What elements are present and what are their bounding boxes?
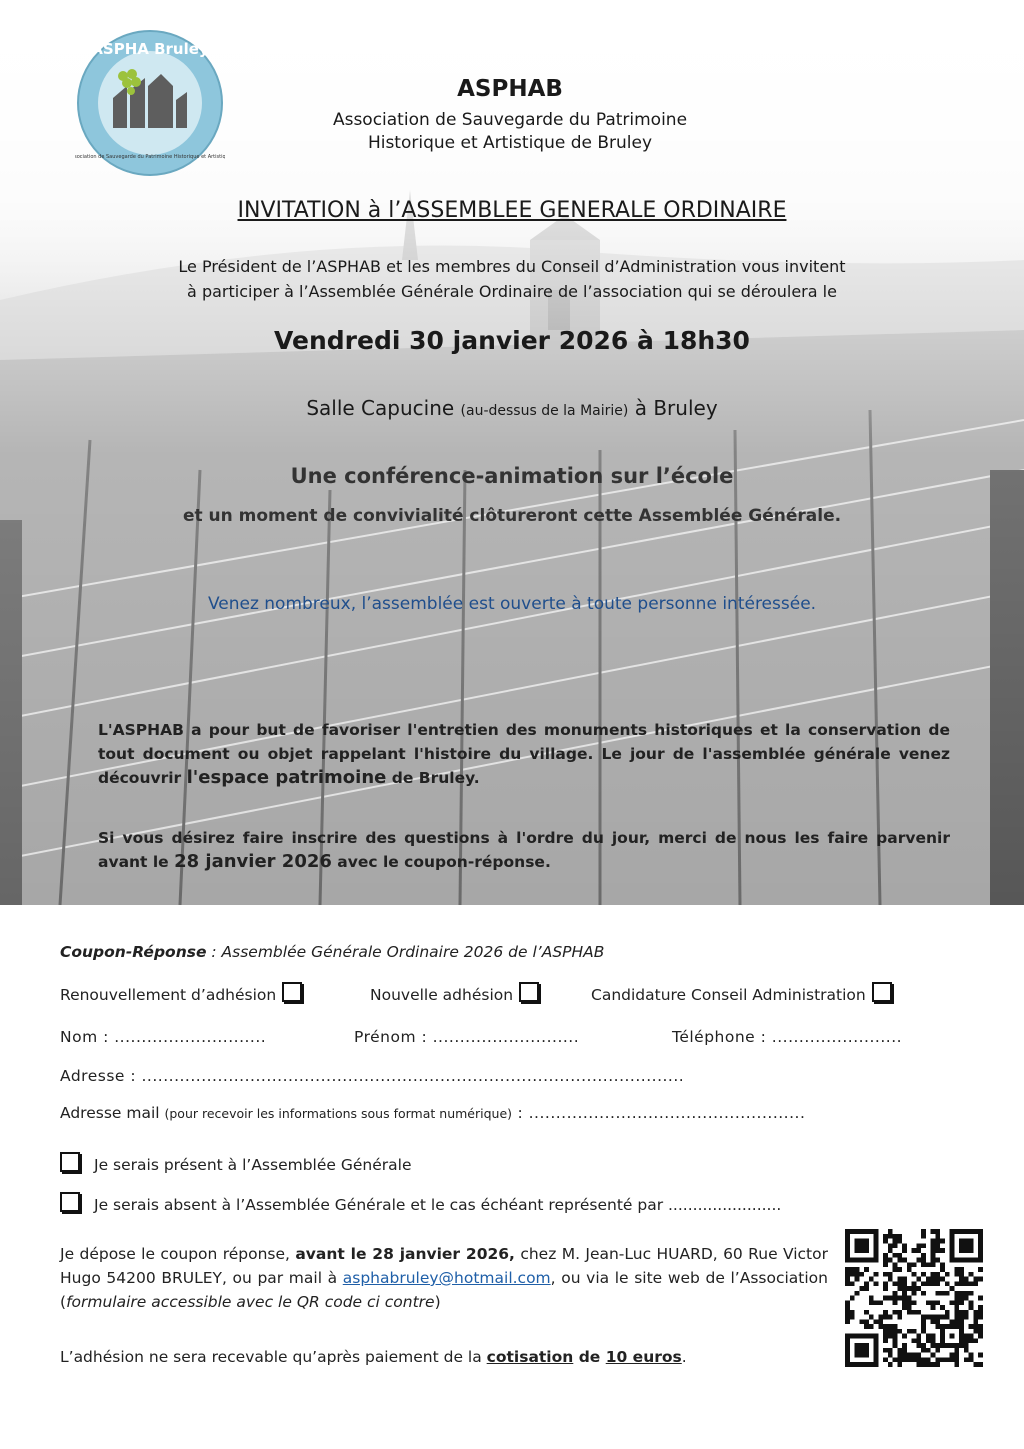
field-telephone[interactable]: Téléphone : ........................ — [672, 1028, 903, 1046]
para2-date: 28 janvier 2026 — [174, 851, 332, 872]
field-nom[interactable]: Nom : ............................ — [60, 1028, 267, 1046]
coupon-title — [60, 943, 604, 961]
coupon-title-bold: Coupon-Réponse — [60, 943, 207, 961]
place-detail: (au-dessus de la Mairie) — [460, 403, 629, 419]
asphab-logo — [75, 28, 225, 178]
checkbox-candidacy-icon[interactable] — [872, 982, 892, 1002]
email-dots: : ................................................... — [512, 1104, 806, 1122]
conference-line1: Une conférence-animation sur l’école — [290, 464, 734, 488]
para1-text: L'ASPHAB a pour but de favoriser l'entretien des monuments historiques et la conservation de tout document ou objet rappelant l'histoire du village. Le jour de l'assemblée générale venez découvrir — [98, 721, 950, 787]
fee-notice — [60, 1348, 687, 1366]
option-candidacy-label: Candidature Conseil Administration — [591, 986, 866, 1004]
option-renewal[interactable] — [60, 982, 302, 1004]
para2-text: Si vous désirez faire inscrire des questions à l'ordre du jour, merci de nous les faire parvenir avant le — [98, 829, 950, 871]
option-present[interactable] — [60, 1152, 412, 1174]
fee-text-a: L’adhésion ne sera recevable qu’après paiement de la — [60, 1348, 487, 1366]
email-label: Adresse mail — [60, 1104, 160, 1122]
info-paragraph-purpose — [98, 718, 950, 790]
field-adresse[interactable]: Adresse : .................................................................................................... — [60, 1067, 685, 1085]
field-email[interactable] — [60, 1104, 805, 1122]
intro-line2: à participer à l’Assemblée Générale Ordinaire de l’association qui se déroulera le — [187, 282, 837, 301]
logo-text: ASPHA Bruley — [91, 40, 209, 58]
option-absent[interactable] — [60, 1192, 781, 1214]
coupon-title-rest: : Assemblée Générale Ordinaire 2026 de l’ASPHAB — [206, 943, 605, 961]
deposit-qr-note: formulaire accessible avec le QR code ci contre — [66, 1293, 435, 1311]
place-town: à Bruley — [634, 396, 718, 420]
option-new-label: Nouvelle adhésion — [370, 986, 514, 1004]
event-place — [0, 396, 1024, 420]
invitation-title: INVITATION à l’ASSEMBLEE GENERALE ORDINAIRE — [237, 198, 787, 223]
event-date: Vendredi 30 janvier 2026 à 18h30 — [274, 326, 750, 355]
field-prenom[interactable]: Prénom : ........................... — [354, 1028, 580, 1046]
info-paragraph-questions — [98, 826, 950, 874]
deposit-text-b: chez M. Jean-Luc HUARD, 60 Rue Victor Hugo 54200 BRULEY, ou par mail à — [60, 1245, 828, 1287]
email-note: (pour recevoir les informations sous format numérique) — [164, 1106, 513, 1121]
org-name: ASPHAB — [457, 76, 563, 102]
place-main: Salle Capucine — [306, 396, 455, 420]
option-present-label: Je serais présent à l’Assemblée Générale — [94, 1156, 412, 1174]
option-absent-label: Je serais absent à l’Assemblée Générale et le cas échéant représenté par ....................... — [94, 1196, 782, 1214]
para2-end: avec le coupon-réponse. — [331, 853, 551, 871]
para1-end: de Bruley. — [386, 769, 480, 787]
deposit-text-a: Je dépose le coupon réponse, — [60, 1245, 296, 1263]
checkbox-new-icon[interactable] — [519, 982, 539, 1002]
logo-subtext: Association de Sauvegarde du Patrimoine Historique et Artistique — [75, 154, 225, 160]
deposit-instructions — [60, 1242, 828, 1314]
checkbox-renewal-icon[interactable] — [282, 982, 302, 1002]
checkbox-present-icon[interactable] — [60, 1152, 80, 1172]
fee-cotisation: cotisation — [486, 1348, 574, 1366]
intro-line1: Le Président de l’ASPHAB et les membres du Conseil d’Administration vous invitent — [178, 257, 846, 276]
option-renewal-label: Renouvellement d’adhésion — [60, 986, 277, 1004]
org-fullname-line1: Association de Sauvegarde du Patrimoine — [332, 110, 688, 130]
email-link[interactable]: asphabruley@hotmail.com — [342, 1269, 551, 1287]
para1-highlight: l'espace patrimoine — [186, 767, 387, 788]
option-candidacy[interactable] — [591, 982, 892, 1004]
option-new[interactable] — [370, 982, 539, 1004]
fee-text-mid: de — [573, 1348, 606, 1366]
deposit-text-c: , ou via le site web de l’Association ( — [60, 1269, 828, 1311]
fee-text-end: . — [681, 1348, 687, 1366]
fee-amount: 10 euros — [605, 1348, 682, 1366]
org-fullname-line2: Historique et Artistique de Bruley — [367, 133, 653, 153]
deposit-text-d: ) — [434, 1293, 441, 1311]
deposit-deadline: avant le 28 janvier 2026, — [295, 1245, 515, 1263]
checkbox-absent-icon[interactable] — [60, 1192, 80, 1212]
conference-line2: et un moment de convivialité clôtureront cette Assemblée Générale. — [182, 506, 842, 526]
qr-code[interactable] — [845, 1229, 983, 1367]
welcome-text: Venez nombreux, l’assemblée est ouverte à toute personne intéressée. — [207, 594, 817, 614]
